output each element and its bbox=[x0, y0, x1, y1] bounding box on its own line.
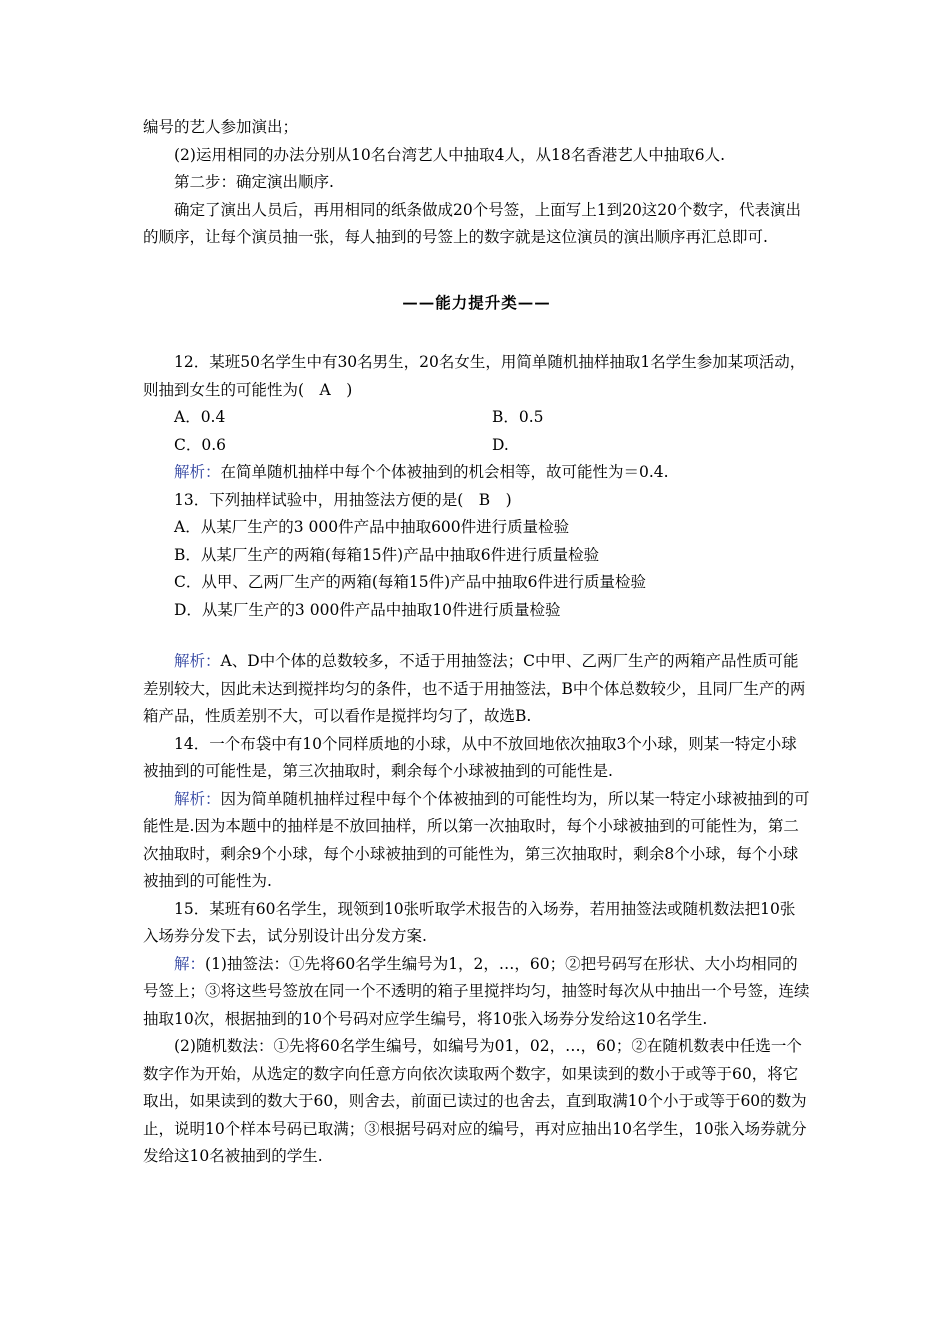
analysis-text: 因为简单随机抽样过程中每个个体被抽到的可能性均为，所以某一特定小球被抽到的可能性是.因为本题中的抽样是不放回抽样，所以第一次抽取时，每个小球被抽到的可能性为，第二次抽取时，剩余9个小球，每个小球被抽到的可能性为，第三次抽取时，剩余8个小球，每个小球被抽到的可能性为. bbox=[143, 789, 810, 890]
section-title: ——能力提升类—— bbox=[402, 292, 551, 312]
question-15-stem: 15．某班有60名学生，现领到10张听取学术报告的入场券，若用抽签法或随机数法把10张入场券分发下去，试分别设计出分发方案. bbox=[143, 899, 796, 945]
question-14-analysis bbox=[143, 786, 810, 896]
question-12-stem: 12．某班50名学生中有30名男生，20名女生，用简单随机抽样抽取1名学生参加某项活动，则抽到女生的可能性为( A ) bbox=[143, 353, 806, 399]
question-12-options-row-1 bbox=[143, 404, 810, 432]
option-b: B．0.5 bbox=[492, 408, 544, 426]
question-15-answer-2: (2)随机数法：①先将60名学生编号，如编号为01，02，…，60；②在随机数表中任选一个数字作为开始，从选定的数字向任意方向依次读取两个数字，如果读到的数小于或等于60，将它取出，如果读到的数大于60，则舍去，前面已读过的也舍去，直到取满10个小于或等于60的数为止，说明10个样本号码已取满；③根据号码对应的编号，再对应抽出10名学生，10张入场券就分发给这10名被抽到的学生. bbox=[143, 1037, 807, 1165]
question-12-analysis bbox=[143, 459, 810, 487]
question-14-stem: 14．一个布袋中有10个同样质地的小球，从中不放回地依次抽取3个小球，则某一特定小球被抽到的可能性是，第三次抽取时，剩余每个小球被抽到的可能性是. bbox=[143, 734, 797, 780]
answer-text: (1)抽签法：①先将60名学生编号为1，2，…，60；②把号码写在形状、大小均相同的号签上；③将这些号签放在同一个不透明的箱子里搅拌均匀，抽签时每次从中抽出一个号签，连续抽取10次，根据抽到的10个号码对应学生编号，将10张入场券分发给这10名学生. bbox=[143, 954, 810, 1028]
analysis-label: 解析： bbox=[174, 463, 221, 481]
analysis-text: A、D中个体的总数较多，不适于用抽签法；C中甲、乙两厂生产的两箱产品性质可能差别较大，因此未达到搅拌均匀的条件，也不适于用抽签法，B中个体总数较少，且同厂生产的两箱产品，性质差别不大，可以看作是搅拌均匀了，故选B. bbox=[143, 652, 806, 725]
answer-label: 解： bbox=[174, 954, 206, 973]
question-13-option-a: A．从某厂生产的3 000件产品中抽取600件进行质量检验 bbox=[174, 518, 570, 536]
question-13-option-c: C．从甲、乙两厂生产的两箱(每箱15件)产品中抽取6件进行质量检验 bbox=[174, 573, 647, 591]
option-a: A．0.4 bbox=[174, 408, 226, 426]
question-13-option-b: B．从某厂生产的两箱(每箱15件)产品中抽取6件进行质量检验 bbox=[174, 545, 600, 564]
question-13-analysis bbox=[143, 648, 810, 731]
question-12-options-row-2 bbox=[143, 432, 810, 460]
analysis-text: 在简单随机抽样中每个个体被抽到的机会相等，故可能性为＝0.4. bbox=[220, 463, 669, 481]
paragraph-continued: 编号的艺人参加演出； bbox=[143, 118, 299, 136]
option-c: C．0.6 bbox=[174, 435, 227, 454]
option-d: D. bbox=[492, 435, 509, 454]
paragraph-order: 确定了演出人员后，再用相同的纸条做成20个号签，上面写上1到20这20个数字，代表演出的顺序，让每个演员抽一张，每人抽到的号签上的数字就是这位演员的演出顺序再汇总即可. bbox=[143, 200, 802, 246]
question-13-option-d: D．从某厂生产的3 000件产品中抽取10件进行质量检验 bbox=[174, 600, 561, 619]
analysis-label: 解析： bbox=[174, 652, 221, 670]
spacer bbox=[143, 624, 810, 648]
question-13-stem: 13．下列抽样试验中，用抽签法方便的是( B ) bbox=[174, 490, 512, 509]
document-page bbox=[143, 114, 810, 1171]
question-15-answer-1 bbox=[143, 951, 810, 1034]
paragraph-step-2: (2)运用相同的办法分别从10名台湾艺人中抽取4人，从18名香港艺人中抽取6人. bbox=[174, 145, 726, 164]
analysis-label: 解析： bbox=[174, 789, 221, 808]
paragraph-second-step: 第二步：确定演出顺序. bbox=[174, 173, 334, 191]
